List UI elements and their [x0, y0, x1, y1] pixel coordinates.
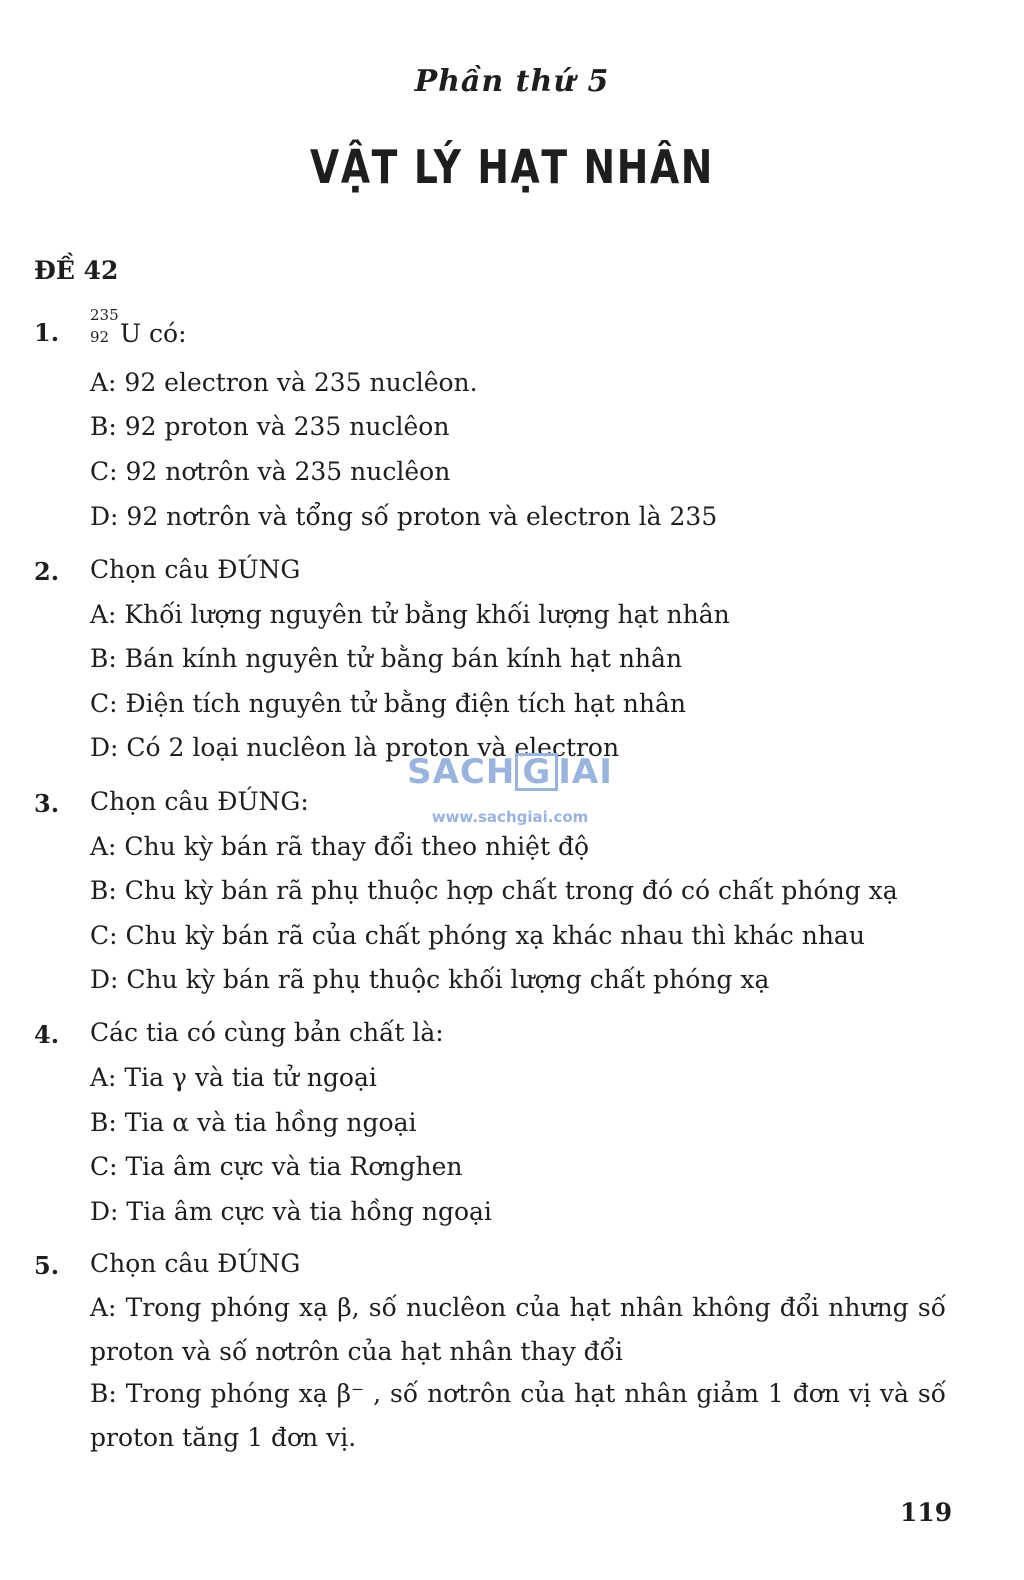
question-4-option-d: D: Tia âm cực và tia hồng ngoại — [90, 1197, 492, 1226]
question-5-option-a: A: Trong phóng xạ β, số nuclêon của hạt nhân không đổi nhưng số proton và số nơtrôn của hạt nhân thay đổi — [90, 1293, 946, 1366]
watermark-logo-left: SACH — [407, 752, 516, 792]
question-1-number: 1. — [34, 318, 60, 347]
isotope-mass-number: 235 — [90, 306, 119, 324]
part-title: Phần thứ 5 — [414, 64, 610, 99]
question-4-number: 4. — [34, 1020, 60, 1049]
page-number: 119 — [900, 1498, 953, 1527]
question-3-option-a: A: Chu kỳ bán rã thay đổi theo nhiệt độ — [90, 832, 590, 861]
question-4-prompt: Các tia có cùng bản chất là: — [90, 1018, 444, 1047]
question-2-option-c: C: Điện tích nguyên tử bằng điện tích hạt nhân — [90, 689, 686, 718]
watermark-url: www.sachgiai.com — [431, 808, 589, 826]
question-2-option-d: D: Có 2 loại nuclêon là proton và electron — [90, 733, 620, 762]
question-2-number: 2. — [34, 557, 60, 586]
question-5-option-b: B: Trong phóng xạ β⁻ , số nơtrôn của hạt nhân giảm 1 đơn vị và số proton tăng 1 đơn vị. — [90, 1379, 946, 1452]
chapter-title: VẬT LÝ HẠT NHÂN — [310, 140, 714, 194]
uranium-isotope-notation — [90, 306, 120, 346]
question-4-option-c: C: Tia âm cực và tia Rơnghen — [90, 1152, 463, 1181]
question-3-number: 3. — [34, 789, 60, 818]
question-1-option-c: C: 92 nơtrôn và 235 nuclêon — [90, 457, 451, 486]
question-3-prompt: Chọn câu ĐÚNG: — [90, 787, 309, 816]
question-1-option-d: D: 92 nơtrôn và tổng số proton và electron là 235 — [90, 502, 718, 531]
question-2-option-b: B: Bán kính nguyên tử bằng bán kính hạt nhân — [90, 644, 683, 673]
isotope-atomic-number: 92 — [90, 328, 110, 346]
sachgiai-watermark — [400, 752, 620, 834]
isotope-symbol: U — [120, 319, 142, 348]
question-3-option-b: B: Chu kỳ bán rã phụ thuộc hợp chất trong đó có chất phóng xạ — [90, 876, 898, 905]
question-2-prompt: Chọn câu ĐÚNG — [90, 555, 301, 584]
question-2-option-a: A: Khối lượng nguyên tử bằng khối lượng hạt nhân — [90, 600, 730, 629]
question-5-prompt: Chọn câu ĐÚNG — [90, 1249, 301, 1278]
watermark-logo-g: G — [515, 753, 558, 791]
question-1-option-b: B: 92 proton và 235 nuclêon — [90, 412, 450, 441]
question-1-option-a: A: 92 electron và 235 nuclêon. — [90, 368, 478, 397]
question-1-prompt-text: có: — [149, 319, 187, 348]
question-1-prompt — [90, 306, 187, 348]
watermark-logo — [400, 752, 620, 792]
question-4-option-a: A: Tia γ và tia tử ngoại — [90, 1063, 377, 1092]
watermark-logo-right: IAI — [558, 752, 613, 792]
question-5-number: 5. — [34, 1251, 60, 1280]
question-3-option-c: C: Chu kỳ bán rã của chất phóng xạ khác nhau thì khác nhau — [90, 921, 865, 950]
question-4-option-b: B: Tia α và tia hồng ngoại — [90, 1108, 417, 1137]
exam-label: ĐỀ 42 — [34, 256, 119, 285]
question-3-option-d: D: Chu kỳ bán rã phụ thuộc khối lượng chất phóng xạ — [90, 965, 770, 994]
